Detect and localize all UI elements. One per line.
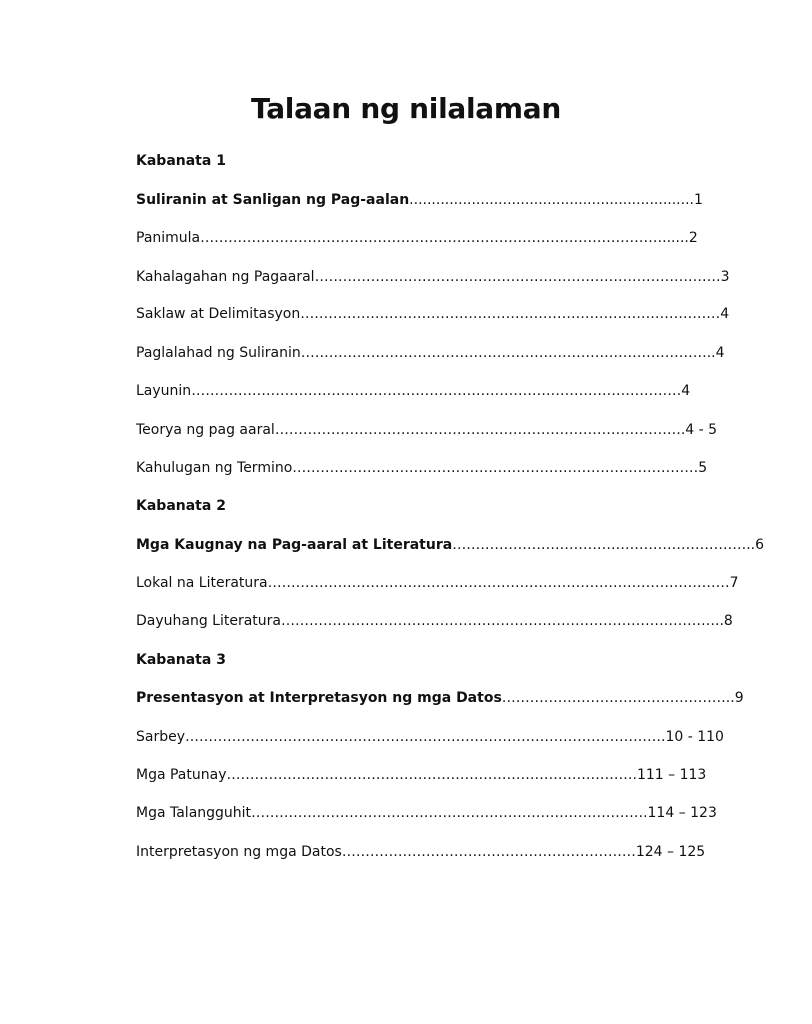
toc-entry-leader: …………………………………………………………………………… [314,269,721,285]
toc-entry-title: Layunin [136,383,192,399]
toc-entry-page: 5 [698,460,708,476]
toc-entry [136,574,739,592]
toc-entry [136,268,730,286]
chapter-heading-3 [136,651,226,669]
toc-entry-leader: ……………………………………………………………………………. [226,767,637,783]
toc-entry-page: 3 [720,269,730,285]
toc-entry-leader: …………………………………………………………………………….. [300,345,716,361]
toc-entry-page: 1 [693,192,703,208]
toc-entry-page: 7 [729,575,739,591]
toc-entry-leader: …………………………………………………………………………… [292,460,699,476]
toc-entry-page: 2 [688,230,698,246]
toc-entry-page: 4 [715,345,725,361]
toc-entry-page: 124 – 125 [635,844,706,860]
chapter-heading-2 [136,497,226,515]
toc-entry-leader: ………………………………………………………………………………………...... [200,230,689,246]
toc-entry [136,421,718,439]
toc-entry-leader: …………………………………………………………………………. [251,805,648,821]
toc-entry-title: Mga Talangguhit [136,805,252,821]
toc-entry-title: Saklaw at Delimitasyon [136,306,301,322]
chapter-heading-text: Kabanata 2 [136,498,226,514]
toc-entry-page: 4 [720,306,730,322]
toc-entry [136,459,708,477]
toc-entry-title: Panimula [136,230,201,246]
page-title: Talaan ng nilalaman [251,92,561,125]
toc-entry-leader: ……………………………………………………………………………………… [267,575,730,591]
toc-entry-leader: ................................................................ [409,192,694,208]
toc-entry [136,804,717,822]
toc-entry [136,305,730,323]
toc-entry-leader: ……………………………………………………… [341,844,636,860]
chapter-heading-1 [136,152,226,170]
toc-entry [136,344,725,362]
toc-entry-page: 6 [755,537,765,553]
toc-entry-page: 8 [723,613,733,629]
toc-entry-page: 9 [734,690,744,706]
toc-entry [136,728,724,746]
toc-entry [136,766,707,784]
toc-entry-leader: ………………………………………………………………………………….. [281,613,724,629]
toc-entry [136,612,733,630]
toc-entry-title: Lokal na Literatura [136,575,268,591]
toc-entry-title: Mga Kaugnay na Pag-aaral at Literatura [136,537,453,553]
toc-entry-title: Kahalagahan ng Pagaaral [136,269,315,285]
toc-entry-page: 4 - 5 [685,422,718,438]
toc-entry-title: Interpretasyon ng mga Datos [136,844,342,860]
chapter-heading-text: Kabanata 3 [136,652,226,668]
toc-entry-title: Mga Patunay [136,767,227,783]
toc-entry-title: Paglalahad ng Suliranin [136,345,301,361]
toc-entry-title: Teorya ng pag aaral [136,422,275,438]
toc-entry [136,191,703,209]
toc-entry-title: Kahulugan ng Termino [136,460,293,476]
toc-entry-leader: …………………………………………………………………………………………… [191,383,682,399]
toc-entry-page: 114 – 123 [647,805,717,821]
toc-entry-page: 111 – 113 [636,767,707,783]
toc-entry [136,536,765,554]
toc-entry-title: Dayuhang Literatura [136,613,282,629]
toc-entry-page: 10 - 110 [665,729,724,745]
toc-entry-title: Presentasyon at Interpretasyon ng mga Datos [136,690,502,706]
toc-entry-page: 4 [681,383,691,399]
chapter-heading-text: Kabanata 1 [136,153,226,169]
toc-entry-leader: …………………………………………………………………………………………. [185,729,666,745]
toc-entry [136,382,691,400]
toc-entry-leader: ……………………………………………………………………………… [300,306,721,322]
toc-entry [136,689,744,707]
toc-entry-leader: ………………………………………….. [501,690,735,706]
toc-entry-title: Sarbey [136,729,186,745]
toc-entry-leader: ……………………………………………………………………………. [274,422,686,438]
toc-entry [136,843,706,861]
toc-entry [136,229,698,247]
toc-entry-leader: ……………………………………………………….. [452,537,756,553]
toc-entry-title: Suliranin at Sanligan ng Pag-aalan [136,192,410,208]
